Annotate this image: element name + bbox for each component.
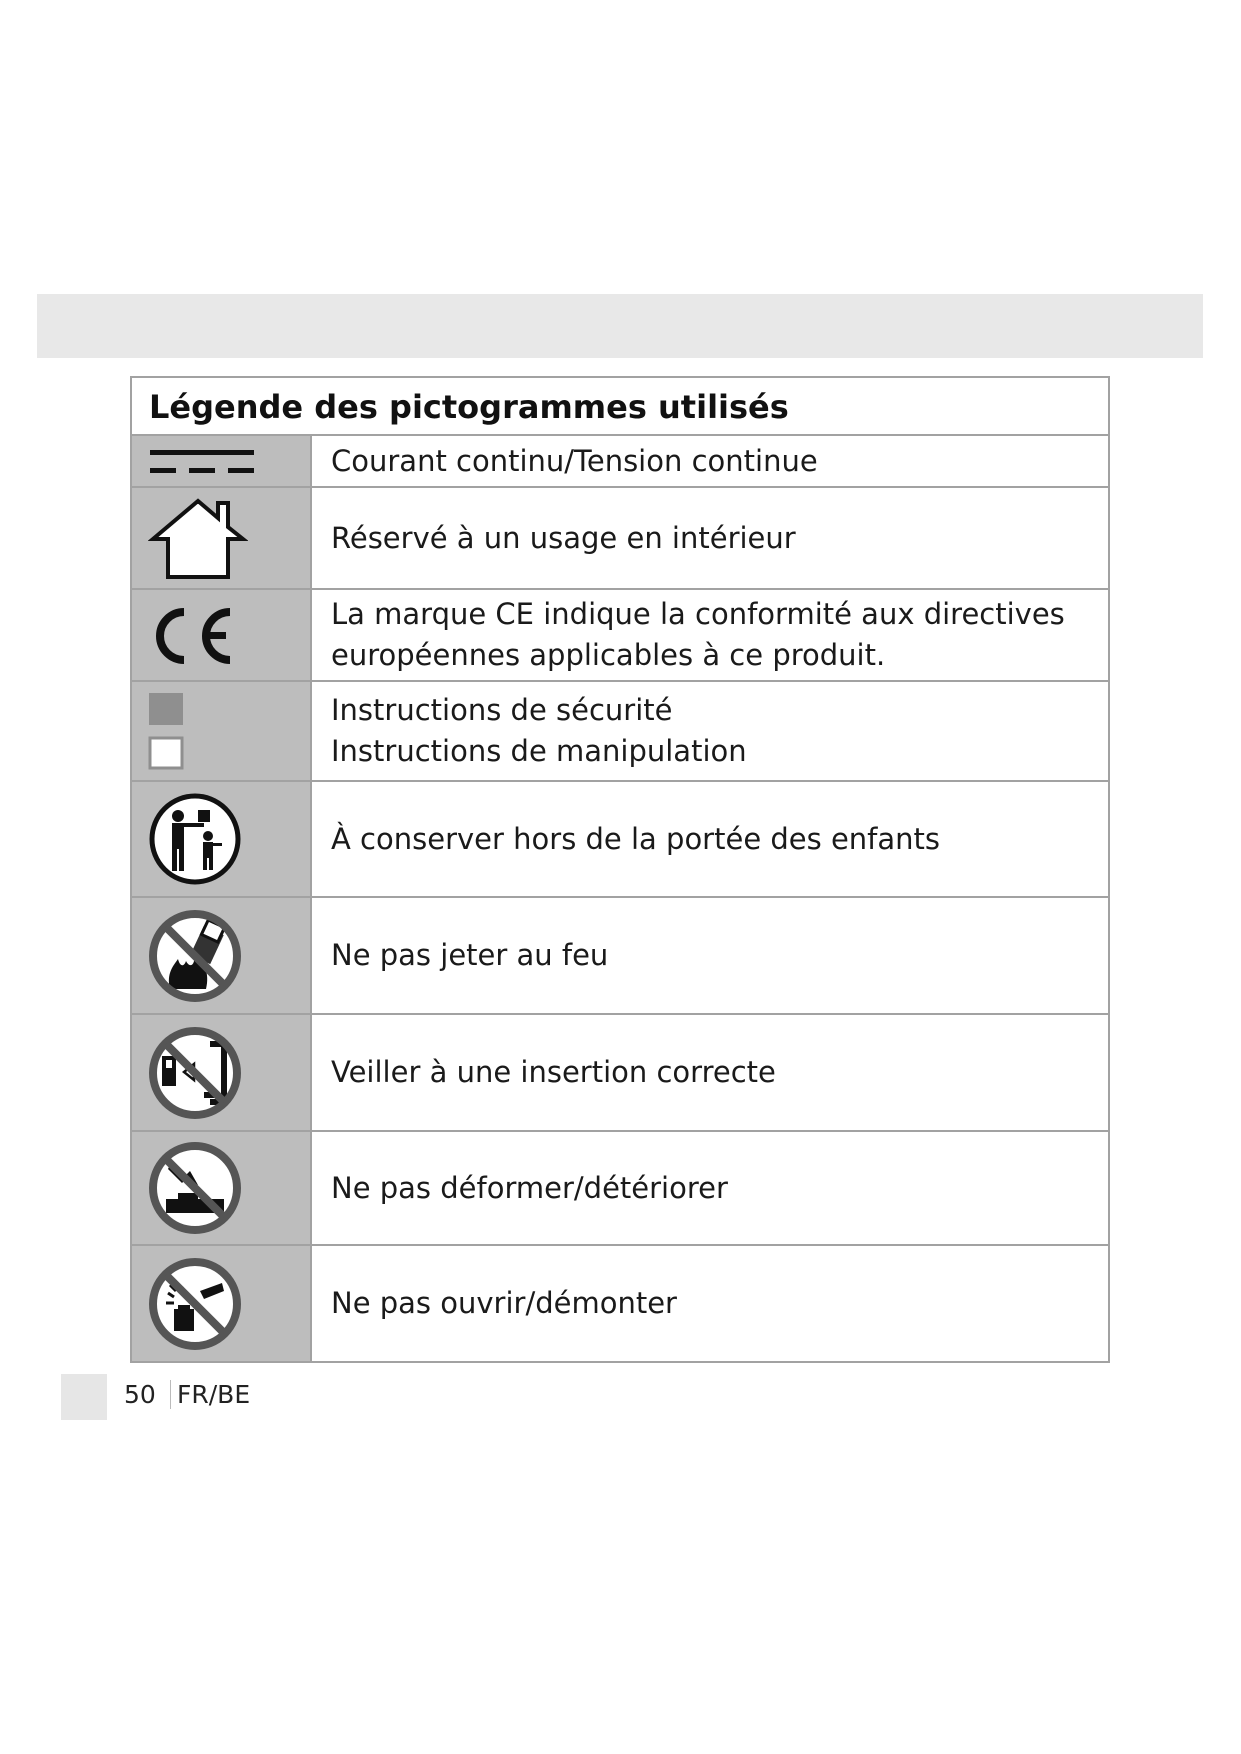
legend-row (132, 898, 1108, 1015)
legend-text: À conserver hors de la portée des enfants (331, 821, 941, 856)
no-deform-icon (132, 1132, 312, 1244)
legend-row (132, 1246, 1108, 1361)
ce-mark-icon (132, 590, 312, 680)
dc-current-icon (132, 436, 312, 486)
legend-row (132, 1015, 1108, 1132)
legend-text: Veiller à une insertion correcte (331, 1055, 776, 1089)
legend-text: Instructions de sécurité (331, 693, 673, 727)
legend-row (132, 436, 1108, 488)
legend-text: Instructions de manipulation (331, 734, 747, 768)
legend-text: Ne pas déformer/détériorer (331, 1170, 728, 1205)
no-fire-icon (132, 898, 312, 1013)
legend-row (132, 488, 1108, 590)
legend-text: Ne pas jeter au feu (331, 938, 609, 972)
legend-text: européennes applicables à ce produit. (331, 638, 886, 672)
legend-title: Légende des pictogrammes utilisés (132, 378, 1108, 436)
locale-label: FR/BE (170, 1380, 250, 1409)
legend-text: Ne pas ouvrir/démonter (331, 1286, 677, 1320)
legend-text: Courant continu/Tension continue (331, 443, 818, 478)
keep-away-children-icon (132, 782, 312, 896)
safety-square-icon (148, 692, 184, 726)
no-open-icon (132, 1246, 312, 1361)
legend-text: La marque CE indique la conformité aux directives (331, 597, 1065, 631)
header-band (37, 294, 1203, 358)
legend-row (132, 782, 1108, 898)
pictogram-legend-table (130, 376, 1110, 1363)
correct-insertion-icon (132, 1015, 312, 1130)
legend-row (132, 1132, 1108, 1246)
footer-marker (61, 1374, 107, 1420)
legend-text: Réservé à un usage en intérieur (331, 520, 796, 555)
page-number: 50 (124, 1380, 156, 1409)
legend-row (132, 682, 1108, 782)
indoor-house-icon (132, 488, 312, 588)
handling-square-icon (148, 736, 184, 770)
instruction-squares-icon (132, 682, 312, 780)
legend-row (132, 590, 1108, 682)
